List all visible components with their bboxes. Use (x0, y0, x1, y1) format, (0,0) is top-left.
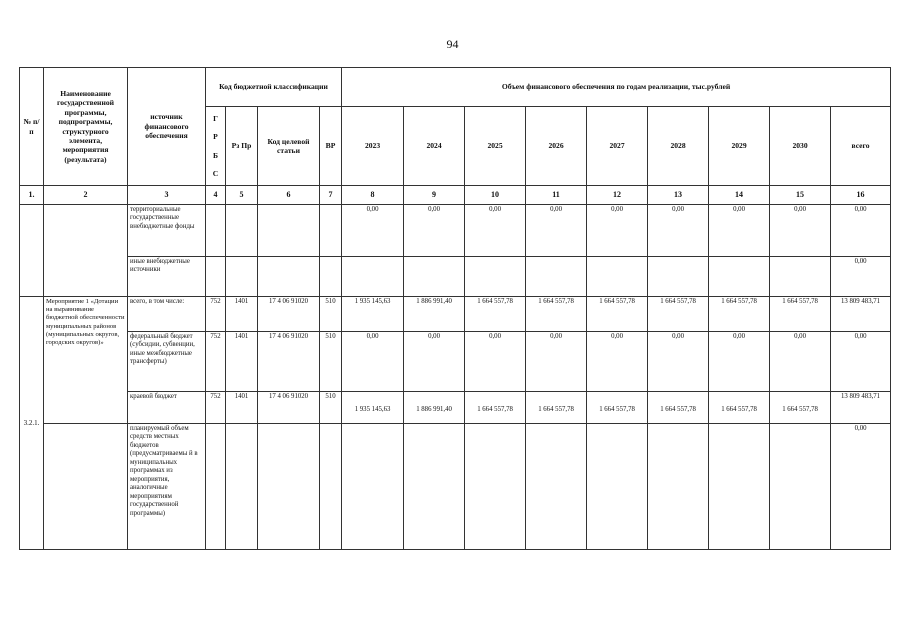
table-row (20, 332, 891, 392)
cell-num-prev (20, 205, 44, 297)
column-number: 5 (226, 186, 258, 205)
column-number-row (20, 186, 891, 205)
cell-source: краевой бюджет (128, 392, 206, 424)
header-year-2030: 2030 (770, 107, 831, 186)
header-num: № п/п (20, 68, 44, 186)
cell-value (526, 257, 587, 297)
cell-value (587, 257, 648, 297)
cell-value: 1 664 557,78 (587, 297, 648, 332)
cell-source: всего, в том числе: (128, 297, 206, 332)
cell-source: планируемый объем средств местных бюджетов (предусматриваемы й в муниципальных программах из мероприятия, аналогичные мероприятиям государственной программы) (128, 424, 206, 550)
cell-value (342, 424, 404, 550)
cell-value: 0,00 (648, 332, 709, 392)
header-grbs-letter: Р (213, 132, 218, 142)
cell-value: 1 935 145,63 (342, 392, 404, 424)
cell-vr: 510 (320, 332, 342, 392)
column-number: 9 (404, 186, 465, 205)
cell-value: 0,00 (831, 424, 891, 550)
cell-value: 1 664 557,78 (770, 297, 831, 332)
cell-value: 0,00 (342, 205, 404, 257)
column-number: 7 (320, 186, 342, 205)
cell-kcs (258, 424, 320, 550)
cell-value: 0,00 (465, 332, 526, 392)
cell-value: 1 664 557,78 (465, 297, 526, 332)
header-total: всего (831, 107, 891, 186)
header-year-2029: 2029 (709, 107, 770, 186)
table-row (20, 297, 891, 332)
header-year-2026: 2026 (526, 107, 587, 186)
table-row (20, 205, 891, 257)
cell-value (770, 424, 831, 550)
cell-vr: 510 (320, 392, 342, 424)
cell-rzpr: 1401 (226, 297, 258, 332)
cell-value: 0,00 (770, 332, 831, 392)
cell-name-prev (44, 205, 128, 297)
column-number: 14 (709, 186, 770, 205)
cell-value (648, 424, 709, 550)
header-budget-code: Код бюджетной классификации (206, 68, 342, 107)
column-number: 16 (831, 186, 891, 205)
cell-value: 0,00 (770, 205, 831, 257)
cell-value: 1 935 145,63 (342, 297, 404, 332)
cell-value (709, 257, 770, 297)
cell-grbs (206, 205, 226, 257)
header-grbs-letter: Б (212, 150, 219, 160)
header-year-2028: 2028 (648, 107, 709, 186)
column-number: 8 (342, 186, 404, 205)
cell-measure-name-empty (44, 424, 128, 550)
cell-kcs: 17 4 06 91020 (258, 332, 320, 392)
page-number: 94 (446, 37, 459, 51)
column-number: 1. (20, 186, 44, 205)
cell-grbs: 752 (206, 332, 226, 392)
cell-value (770, 257, 831, 297)
cell-value: 1 886 991,40 (404, 392, 465, 424)
cell-source: федеральный бюджет (субсидии, субвенции, иные межбюджетные трансферты) (128, 332, 206, 392)
cell-value: 0,00 (404, 332, 465, 392)
cell-value (404, 257, 465, 297)
cell-rzpr (226, 257, 258, 297)
cell-grbs: 752 (206, 392, 226, 424)
header-name: Наименование государственной программы, подпрограммы, структурного элемента, мероприятия (результата) (44, 68, 128, 186)
cell-source: иные внебюджетные источники (128, 257, 206, 297)
cell-value (342, 257, 404, 297)
cell-value: 0,00 (526, 332, 587, 392)
cell-value: 0,00 (709, 332, 770, 392)
cell-grbs (206, 424, 226, 550)
header-source: источник финансового обеспечения (128, 68, 206, 186)
cell-value: 1 886 991,40 (404, 297, 465, 332)
cell-kcs: 17 4 06 91020 (258, 297, 320, 332)
cell-value: 1 664 557,78 (648, 392, 709, 424)
cell-rzpr: 1401 (226, 392, 258, 424)
cell-value: 1 664 557,78 (465, 392, 526, 424)
cell-value: 13 809 483,71 (831, 297, 891, 332)
cell-value: 0,00 (465, 205, 526, 257)
budget-table (19, 67, 891, 550)
cell-value (526, 424, 587, 550)
cell-value: 0,00 (709, 205, 770, 257)
cell-value: 0,00 (831, 205, 891, 257)
header-grbs (206, 107, 226, 186)
cell-value: 1 664 557,78 (526, 392, 587, 424)
header-grbs-letter: Г (213, 113, 218, 123)
cell-grbs: 752 (206, 297, 226, 332)
cell-vr (320, 424, 342, 550)
cell-value: 0,00 (831, 257, 891, 297)
cell-value: 0,00 (404, 205, 465, 257)
cell-value: 0,00 (831, 332, 891, 392)
cell-source: территориальные государственные внебюджетные фонды (128, 205, 206, 257)
cell-value: 1 664 557,78 (526, 297, 587, 332)
cell-value: 1 664 557,78 (648, 297, 709, 332)
column-number: 11 (526, 186, 587, 205)
cell-kcs: 17 4 06 91020 (258, 392, 320, 424)
header-year-2023: 2023 (342, 107, 404, 186)
cell-value (465, 257, 526, 297)
cell-value: 1 664 557,78 (770, 392, 831, 424)
header-vr: ВР (320, 107, 342, 186)
header-kcs: Код целевой статьи (258, 107, 320, 186)
cell-value (648, 257, 709, 297)
column-number: 13 (648, 186, 709, 205)
column-number: 4 (206, 186, 226, 205)
cell-value: 0,00 (648, 205, 709, 257)
header-rzpr: Рз Пр (226, 107, 258, 186)
cell-value: 1 664 557,78 (709, 392, 770, 424)
table-row (20, 424, 891, 550)
cell-rzpr: 1401 (226, 332, 258, 392)
cell-vr: 510 (320, 297, 342, 332)
cell-value (709, 424, 770, 550)
column-number: 6 (258, 186, 320, 205)
cell-value: 0,00 (342, 332, 404, 392)
cell-value: 0,00 (587, 205, 648, 257)
table-row (20, 392, 891, 424)
cell-rzpr (226, 424, 258, 550)
table-row (20, 257, 891, 297)
cell-measure-num: 3.2.1. (20, 297, 44, 550)
header-grbs-letter: С (212, 168, 219, 178)
cell-value: 1 664 557,78 (709, 297, 770, 332)
column-number: 10 (465, 186, 526, 205)
column-number: 2 (44, 186, 128, 205)
column-number: 12 (587, 186, 648, 205)
header-funding: Объем финансового обеспечения по годам реализации, тыс.рублей (342, 68, 891, 107)
header-year-2025: 2025 (465, 107, 526, 186)
cell-value (404, 424, 465, 550)
cell-value: 1 664 557,78 (587, 392, 648, 424)
cell-vr (320, 205, 342, 257)
header-year-2024: 2024 (404, 107, 465, 186)
column-number: 15 (770, 186, 831, 205)
cell-kcs (258, 257, 320, 297)
cell-value: 0,00 (587, 332, 648, 392)
cell-measure-name: Мероприятие 1 «Дотации на выравнивание бюджетной обеспеченности муниципальных районов (муниципальных округов, городских округов)» (44, 297, 128, 424)
cell-value (465, 424, 526, 550)
cell-value (587, 424, 648, 550)
column-number: 3 (128, 186, 206, 205)
header-year-2027: 2027 (587, 107, 648, 186)
cell-kcs (258, 205, 320, 257)
cell-rzpr (226, 205, 258, 257)
cell-value: 13 809 483,71 (831, 392, 891, 424)
cell-grbs (206, 257, 226, 297)
cell-value: 0,00 (526, 205, 587, 257)
cell-vr (320, 257, 342, 297)
